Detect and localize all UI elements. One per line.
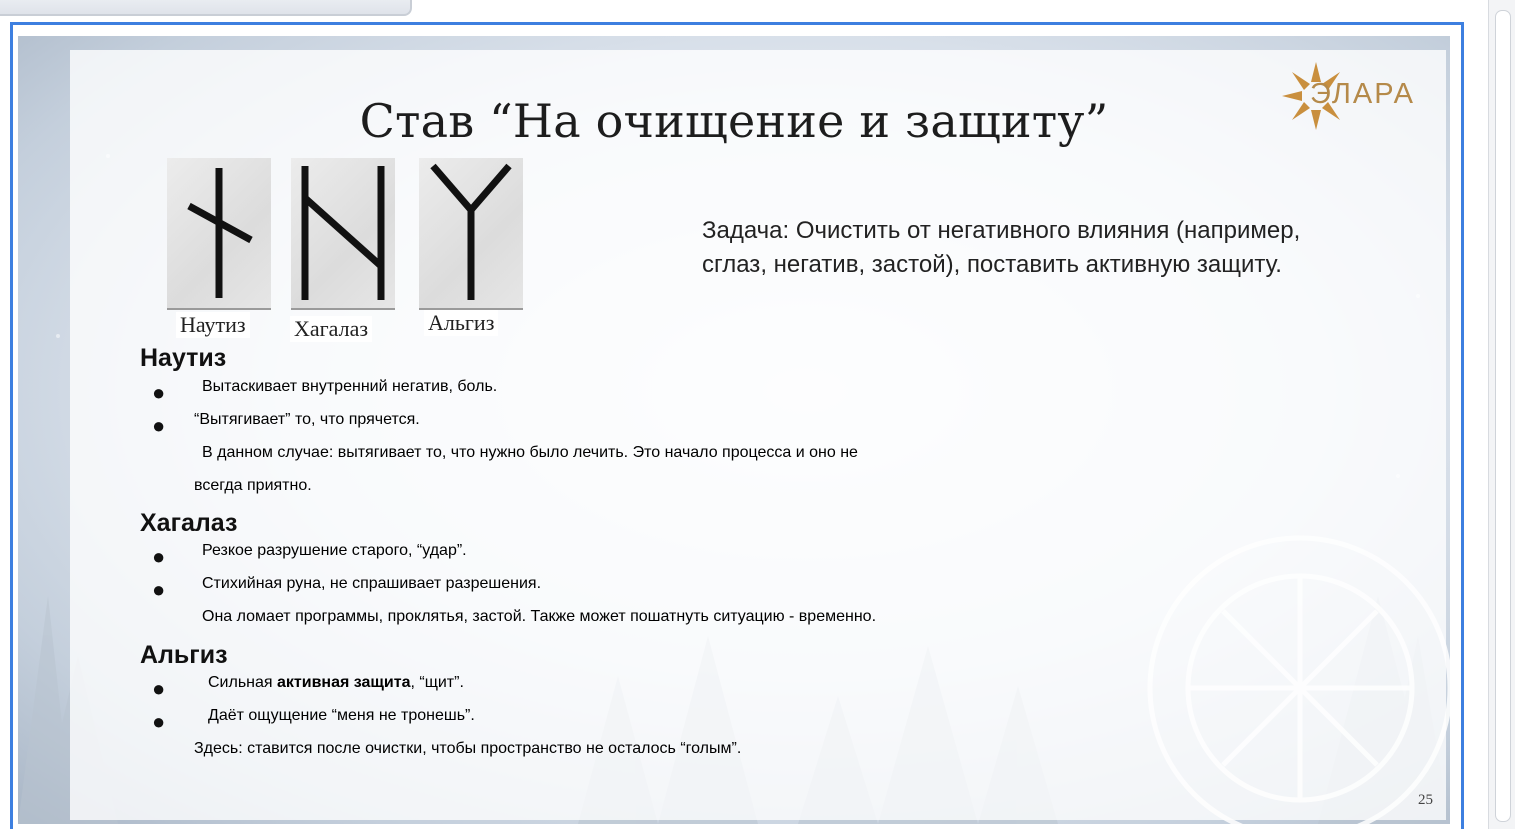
logo-text: ЭЛАРА <box>1310 78 1416 110</box>
bullet-dot: ● <box>152 577 166 602</box>
nautiz-bullet-2[interactable]: “Вытягивает” то, что прячется. <box>194 411 420 428</box>
nautiz-note-line-1[interactable]: В данном случае: вытягивает то, что нужно было лечить. Это начало процесса и оно не <box>202 444 858 461</box>
algiz-bullet-1[interactable] <box>208 674 464 692</box>
heading-nautiz[interactable]: Наутиз <box>140 344 227 372</box>
algiz-bullet-1-text-end: , “щит”. <box>410 674 464 691</box>
heading-algiz[interactable]: Альгиз <box>140 641 228 669</box>
algiz-note-line-1[interactable]: Здесь: ставится после очистки, чтобы пространство не осталось “голым”. <box>194 740 742 757</box>
algiz-rune-icon <box>419 158 523 308</box>
algiz-bullet-1-bold: активная защита <box>277 674 411 691</box>
vegvisir-circle-icon <box>1128 518 1450 824</box>
hagalaz-note-line-1[interactable]: Она ломает программы, проклятья, застой. Также может пошатнуть ситуацию - временно. <box>202 608 877 625</box>
nautiz-note-line-2[interactable]: всегда приятно. <box>194 477 312 494</box>
scrollbar-thumb[interactable] <box>1495 10 1511 822</box>
bullet-dot: ● <box>152 413 166 438</box>
slide-title[interactable]: Став “На очищение и защиту” <box>359 94 1109 148</box>
bullet-dot: ● <box>152 544 166 569</box>
bullet-dot: ● <box>152 380 166 405</box>
algiz-bullet-2[interactable]: Даёт ощущение “меня не тронешь”. <box>208 707 475 724</box>
scrollbar[interactable] <box>1488 0 1515 829</box>
nautiz-bullet-1[interactable]: Вытаскивает внутренний негатив, боль. <box>202 378 498 395</box>
algiz-bullet-1-text-start: Сильная <box>208 674 278 691</box>
rune-hagalaz-image[interactable] <box>291 158 395 310</box>
bullet-dot: ● <box>152 709 166 734</box>
hagalaz-bullet-2[interactable]: Стихийная руна, не спрашивает разрешения. <box>202 575 542 592</box>
hagalaz-bullet-1[interactable]: Резкое разрушение старого, “удар”. <box>202 542 467 559</box>
task-text[interactable]: Задача: Очистить от негативного влияния (например, сглаз, негатив, застой), поставить активную защиту. <box>702 217 1301 278</box>
rune-label-hagalaz: Хагалаз <box>290 316 372 342</box>
heading-hagalaz[interactable]: Хагалаз <box>140 509 238 537</box>
page-number: 25 <box>1418 792 1433 808</box>
slide[interactable] <box>18 36 1450 824</box>
rune-nautiz-image[interactable] <box>167 158 271 310</box>
rune-label-nautiz: Наутиз <box>176 312 250 338</box>
window-tab-edge <box>0 0 412 16</box>
rune-label-algiz: Альгиз <box>424 310 498 336</box>
hagalaz-rune-icon <box>291 158 395 308</box>
bullet-dot: ● <box>152 676 166 701</box>
rune-algiz-image[interactable] <box>419 158 523 310</box>
nautiz-rune-icon <box>167 158 271 308</box>
